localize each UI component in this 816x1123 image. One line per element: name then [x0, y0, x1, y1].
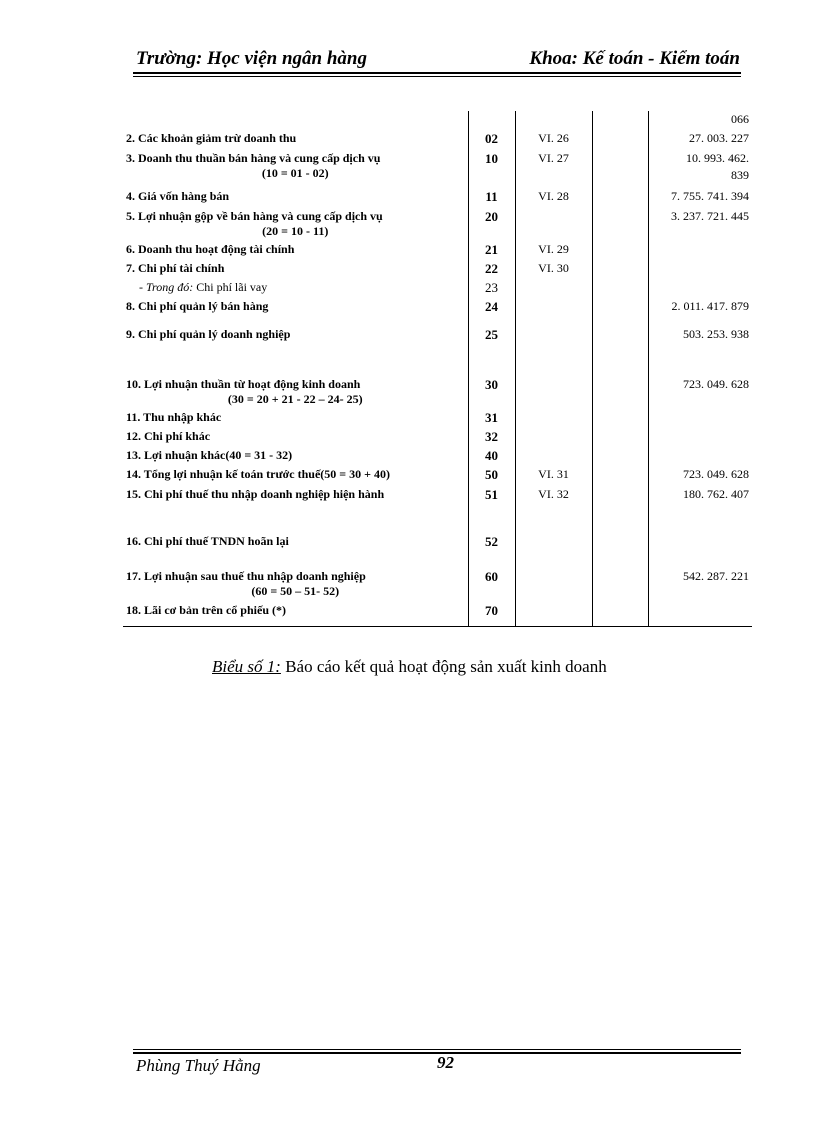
- row-value: [648, 447, 752, 466]
- table-row: [123, 326, 752, 376]
- row-name: [123, 279, 468, 298]
- header-divider: [133, 72, 741, 74]
- row-note: VI. 32: [515, 486, 592, 533]
- row-note: VI. 31: [515, 466, 592, 486]
- row-note: [515, 111, 592, 130]
- row-name: [123, 111, 468, 130]
- row-value: 27. 003. 227: [648, 130, 752, 150]
- row-value: [648, 279, 752, 298]
- row-code: 11: [468, 188, 515, 208]
- table-row: [123, 241, 752, 260]
- row-note: [515, 533, 592, 568]
- row-code: 60: [468, 568, 515, 602]
- row-name: 8. Chi phí quản lý bán hàng: [126, 299, 269, 313]
- row-prev: [592, 130, 648, 150]
- row-name: 18. Lãi cơ bản trên cổ phiếu (*): [123, 602, 468, 626]
- row-value: 542. 287. 221: [648, 568, 752, 602]
- row-note: [515, 298, 592, 326]
- row-code: 20: [468, 208, 515, 241]
- table-row: [123, 376, 752, 409]
- table-row: [123, 150, 752, 188]
- row-code: 51: [468, 486, 515, 533]
- row-value: [648, 241, 752, 260]
- footer-divider-thin: [133, 1049, 741, 1050]
- row-name-text: Chi phí lãi vay: [193, 280, 268, 294]
- row-code: 50: [468, 466, 515, 486]
- row-value: [648, 409, 752, 428]
- row-name: 2. Các khoản giảm trừ doanh thu: [126, 131, 297, 145]
- row-value: [648, 533, 752, 568]
- row-value: [648, 150, 752, 188]
- row-code: 25: [468, 326, 515, 376]
- row-name: 15. Chi phí thuế thu nhập doanh nghiệp hiện hành: [126, 487, 385, 501]
- footer-author: Phùng Thuý Hằng: [136, 1056, 261, 1075]
- header-school: Trường: Học viện ngân hàng: [136, 48, 367, 69]
- row-note: [515, 326, 592, 376]
- row-note: [515, 376, 592, 409]
- row-code: 52: [468, 533, 515, 568]
- row-prev: [592, 486, 648, 533]
- row-code: 32: [468, 428, 515, 447]
- header-divider-thin: [133, 76, 741, 77]
- row-name: [123, 150, 468, 188]
- row-prev: [592, 208, 648, 241]
- row-value: 503. 253. 938: [648, 326, 752, 376]
- row-code: 24: [468, 298, 515, 326]
- row-code: 40: [468, 447, 515, 466]
- row-value: 723. 049. 628: [648, 376, 752, 409]
- row-note: VI. 26: [515, 130, 592, 150]
- row-name: [123, 376, 468, 409]
- row-name: 7. Chi phí tài chính: [126, 261, 225, 275]
- row-name: 9. Chi phí quản lý doanh nghiệp: [126, 327, 291, 341]
- row-prev: [592, 466, 648, 486]
- row-note: [515, 568, 592, 602]
- row-prev: [592, 447, 648, 466]
- row-value: [648, 260, 752, 279]
- table-caption: [212, 657, 607, 677]
- row-name: 16. Chi phí thuế TNDN hoãn lại: [126, 534, 289, 548]
- table-row: [123, 568, 752, 602]
- caption-text: Báo cáo kết quả hoạt động sản xuất kinh doanh: [285, 657, 607, 676]
- row-prev: [592, 241, 648, 260]
- row-value: [648, 428, 752, 447]
- table-row: [123, 208, 752, 241]
- row-prev: [592, 279, 648, 298]
- row-note: [515, 428, 592, 447]
- row-value-line1: 10. 993. 462.: [686, 151, 749, 165]
- row-code: 21: [468, 241, 515, 260]
- row-name: 12. Chi phí khác: [126, 429, 211, 443]
- row-formula: (20 = 10 - 11): [262, 224, 329, 238]
- table-row: [123, 279, 752, 298]
- row-note: [515, 208, 592, 241]
- row-value-line2: 839: [731, 168, 749, 182]
- row-note: [515, 602, 592, 626]
- row-code: 10: [468, 150, 515, 188]
- row-code: 31: [468, 409, 515, 428]
- row-prev: [592, 111, 648, 130]
- row-formula: (30 = 20 + 21 - 22 – 24- 25): [227, 392, 363, 406]
- row-code: 70: [468, 602, 515, 626]
- income-statement-table: [123, 111, 752, 627]
- row-prev: [592, 409, 648, 428]
- row-value: 3. 237. 721. 445: [648, 208, 752, 241]
- row-name-text: 17. Lợi nhuận sau thuế thu nhập doanh nghiệp: [126, 569, 366, 583]
- row-code: 02: [468, 130, 515, 150]
- row-note: VI. 30: [515, 260, 592, 279]
- table-row: [123, 428, 752, 447]
- row-prev: [592, 533, 648, 568]
- row-code: [468, 111, 515, 130]
- table-row: [123, 602, 752, 626]
- row-prev: [592, 602, 648, 626]
- row-code: 23: [468, 279, 515, 298]
- table-row: [123, 447, 752, 466]
- table-row: [123, 188, 752, 208]
- row-prev: [592, 298, 648, 326]
- row-prev: [592, 428, 648, 447]
- header-faculty: Khoa: Kế toán - Kiểm toán: [529, 48, 740, 69]
- table-row: [123, 260, 752, 279]
- row-prev: [592, 150, 648, 188]
- row-name-text: 3. Doanh thu thuần bán hàng và cung cấp dịch vụ: [126, 151, 381, 165]
- row-note: VI. 28: [515, 188, 592, 208]
- row-code: 30: [468, 376, 515, 409]
- table-row: [123, 409, 752, 428]
- row-note: [515, 279, 592, 298]
- table-row: [123, 486, 752, 533]
- row-value: 723. 049. 628: [648, 466, 752, 486]
- row-value: [648, 602, 752, 626]
- row-name-prefix: - Trong đó:: [139, 280, 194, 294]
- row-name: [123, 208, 468, 241]
- caption-label: Biểu số 1:: [212, 657, 281, 676]
- row-value: 7. 755. 741. 394: [648, 188, 752, 208]
- table-row: [123, 298, 752, 326]
- table-row: [123, 111, 752, 130]
- row-prev: [592, 260, 648, 279]
- row-prev: [592, 326, 648, 376]
- row-name: [123, 568, 468, 602]
- row-note: [515, 409, 592, 428]
- row-value: 2. 011. 417. 879: [648, 298, 752, 326]
- row-note: [515, 447, 592, 466]
- row-formula: (10 = 01 - 02): [261, 166, 329, 180]
- row-value: 066: [648, 111, 752, 130]
- row-name-text: 10. Lợi nhuận thuần từ hoạt động kinh doanh: [126, 377, 361, 391]
- row-code: 22: [468, 260, 515, 279]
- row-name: 11. Thu nhập khác: [126, 410, 222, 424]
- row-name: 14. Tổng lợi nhuận kế toán trước thuế(50 = 30 + 40): [126, 467, 390, 481]
- row-value: 180. 762. 407: [648, 486, 752, 533]
- row-note: VI. 27: [515, 150, 592, 188]
- row-name: 6. Doanh thu hoạt động tài chính: [126, 242, 295, 256]
- table-row: [123, 466, 752, 486]
- row-prev: [592, 188, 648, 208]
- table-row: [123, 533, 752, 568]
- table-row: [123, 130, 752, 150]
- page-number: 92: [437, 1053, 454, 1072]
- row-formula: (60 = 50 – 51- 52): [251, 584, 340, 598]
- row-name: 13. Lợi nhuận khác(40 = 31 - 32): [126, 448, 293, 462]
- row-prev: [592, 376, 648, 409]
- row-name: 4. Giá vốn hàng bán: [126, 189, 230, 203]
- row-note: VI. 29: [515, 241, 592, 260]
- row-name-text: 5. Lợi nhuận gộp về bán hàng và cung cấp dịch vụ: [126, 209, 383, 223]
- row-prev: [592, 568, 648, 602]
